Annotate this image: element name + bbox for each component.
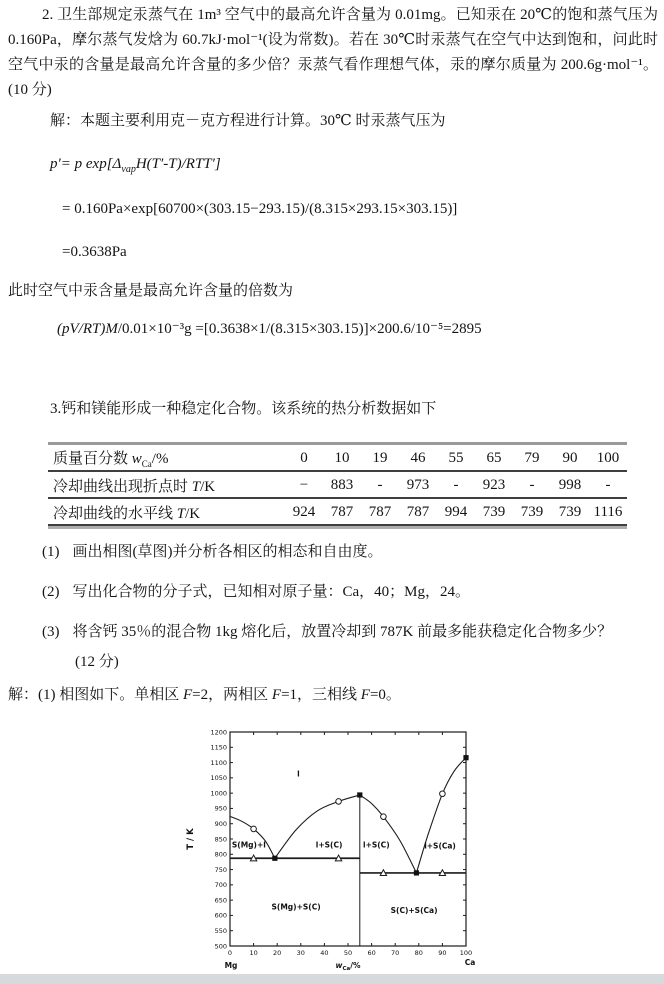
x-tick-label: 50 <box>343 949 353 957</box>
x-tick-label: 30 <box>296 949 305 957</box>
table-cell: 90 <box>551 445 589 472</box>
y-tick-label: 750 <box>214 865 227 874</box>
table-cell: − <box>285 472 323 499</box>
table-cell: 973 <box>399 472 437 499</box>
sol3-m3: =0。 <box>369 687 401 703</box>
question-2-text: 2. 卫生部规定汞蒸气在 1m³ 空气中的最高允许含量为 0.01mg。已知汞在 20℃的饱和蒸气压为 0.160Pa，摩尔蒸气发焓为 60.7kJ·mol⁻¹(设为常数)。若在 30℃时汞蒸气在空气中达到饱和，问此时空气中汞的含量是最高允许含量的多少倍？汞蒸气看作理想气体，汞的摩尔质量为 200.6g·mol⁻¹。(10 分) <box>8 7 658 98</box>
sub-question-3-points: (12 分) <box>75 654 119 670</box>
sol3-m1: =2，两相区 <box>192 687 272 703</box>
item-number: (2) <box>42 584 60 600</box>
y-axis-label: T / K <box>186 828 196 850</box>
table-cell: 46 <box>399 445 437 472</box>
table-cell: 994 <box>437 499 475 526</box>
sol3-pre: 解：(1) 相图如下。单相区 <box>8 687 183 703</box>
formula-ratio-rest: /0.01×10⁻³g =[0.3638×1/(8.315×303.15)]×200.6/10⁻⁵=2895 <box>117 321 482 337</box>
y-tick-label: 1200 <box>210 728 227 737</box>
x-left-label: Mg <box>224 961 238 970</box>
region-label: S(C)+S(Ca) <box>390 906 438 916</box>
table-cell: 79 <box>513 445 551 472</box>
sub-question-1 <box>42 540 383 561</box>
table-row-label: 质量百分数 $w_{Ca}/\%$ <box>48 445 285 472</box>
break-point-marker <box>251 826 257 832</box>
y-tick-label: 1100 <box>210 758 227 767</box>
y-tick-label: 950 <box>214 804 227 813</box>
table-row <box>48 445 627 472</box>
formula-post: H(T′-T)/RTT′] <box>135 156 221 172</box>
bottom-edge-strip <box>0 974 664 984</box>
x-tick-label: 70 <box>391 949 400 957</box>
x-axis-label: $w_{Ca}/\%$ <box>335 961 361 972</box>
table-cell: - <box>437 472 475 499</box>
table-cell: - <box>589 472 627 499</box>
formula-ratio <box>57 317 482 342</box>
item-number: (1) <box>42 544 60 560</box>
sub-question-3 <box>42 620 612 641</box>
y-tick-label: 650 <box>214 896 227 905</box>
formula-result: =0.3638Pa <box>62 244 127 260</box>
phase-diagram-figure <box>182 712 482 974</box>
table-cell: 19 <box>361 445 399 472</box>
y-tick-label: 500 <box>214 942 227 951</box>
thermal-analysis-table-wrap <box>48 442 627 529</box>
x-tick-label: 80 <box>414 949 423 957</box>
table-cell: 787 <box>399 499 437 526</box>
table-cell: 739 <box>475 499 513 526</box>
y-tick-label: 1050 <box>210 774 227 783</box>
x-tick-label: 20 <box>273 949 282 957</box>
invariant-point-marker <box>272 856 277 861</box>
table-cell: - <box>361 472 399 499</box>
y-tick-label: 800 <box>214 850 227 859</box>
formula-subscript: vap <box>121 164 136 175</box>
table-cell: 65 <box>475 445 513 472</box>
break-point-marker <box>381 814 387 820</box>
formula-pre: p′= p exp[Δ <box>50 156 122 172</box>
solution-3-intro <box>8 683 401 708</box>
invariant-point-marker <box>357 792 362 797</box>
sol3-F2: F <box>271 687 282 703</box>
y-tick-label: 900 <box>214 820 227 829</box>
table-cell: 1116 <box>589 499 627 526</box>
formula-clausius-clapeyron <box>50 152 221 182</box>
table-cell: 739 <box>551 499 589 526</box>
phase-diagram-svg <box>182 712 482 974</box>
x-tick-label: 10 <box>249 949 258 957</box>
y-tick-label: 1000 <box>210 789 227 798</box>
thermal-analysis-table <box>48 442 627 529</box>
x-tick-label: 90 <box>438 949 447 957</box>
invariant-point-marker <box>463 755 468 760</box>
ratio-statement: 此时空气中汞含量是最高允许含量的倍数为 <box>8 283 294 299</box>
region-label: l+S(Ca) <box>424 841 456 851</box>
region-label: l <box>297 769 300 779</box>
table-cell: 0 <box>285 445 323 472</box>
sol3-F3: F <box>360 687 370 703</box>
formula-substitution: = 0.160Pa×exp[60700×(303.15−293.15)/(8.315×293.15×303.15)] <box>62 201 458 217</box>
y-tick-label: 700 <box>214 881 227 890</box>
table-cell: 924 <box>285 499 323 526</box>
break-point-marker <box>440 791 446 797</box>
region-label: l+S(C) <box>315 840 343 850</box>
item-text: 画出相图(草图)并分析各相区的相态和自由度。 <box>72 544 383 560</box>
sol3-F1: F <box>183 687 193 703</box>
table-cell: 10 <box>323 445 361 472</box>
item-text: 写出化合物的分子式，已知相对原子量：Ca，40；Mg，24。 <box>72 584 471 600</box>
y-tick-label: 1150 <box>210 743 227 752</box>
region-label: S(Mg)+l <box>231 840 266 850</box>
table-row <box>48 472 627 499</box>
table-cell: 787 <box>361 499 399 526</box>
table-row-label: 冷却曲线出现折点时 T/K <box>48 472 285 499</box>
liquidus-curve <box>230 816 275 858</box>
x-tick-label: 40 <box>320 949 329 957</box>
table-cell: 923 <box>475 472 513 499</box>
x-tick-label: 0 <box>227 949 233 957</box>
y-tick-label: 600 <box>214 911 227 920</box>
table-cell: 739 <box>513 499 551 526</box>
table-cell: - <box>513 472 551 499</box>
region-label: S(Mg)+S(C) <box>271 902 321 912</box>
table-cell: 100 <box>589 445 627 472</box>
question-3-heading: 3.钙和镁能形成一种稳定化合物。该系统的热分析数据如下 <box>50 401 437 417</box>
break-point-marker <box>336 799 342 805</box>
invariant-point-marker <box>414 870 419 875</box>
x-tick-label: 60 <box>367 949 376 957</box>
region-label: l+S(C) <box>363 840 390 850</box>
table-cell: 883 <box>323 472 361 499</box>
x-tick-label: 100 <box>459 949 473 957</box>
item-text: 将含钙 35％的混合物 1kg 熔化后，放置冷却到 787K 前最多能获稳定化合物多少？ <box>72 624 613 640</box>
sol3-m2: =1，三相线 <box>281 687 361 703</box>
table-row <box>48 499 627 526</box>
solution-2-intro: 解：本题主要利用克－克方程进行计算。30℃ 时汞蒸气压为 <box>50 113 446 129</box>
sub-question-2 <box>42 580 470 601</box>
y-tick-label: 550 <box>214 927 227 936</box>
table-row-label: 冷却曲线的水平线 T/K <box>48 499 285 526</box>
x-right-label: Ca <box>464 958 476 967</box>
table-cell: 787 <box>323 499 361 526</box>
liquidus-curve <box>360 795 417 873</box>
liquidus-curve <box>416 758 466 873</box>
table-cell: 998 <box>551 472 589 499</box>
formula-ratio-italic: (pV/RT)M <box>57 321 118 337</box>
y-tick-label: 850 <box>214 835 227 844</box>
table-cell: 55 <box>437 445 475 472</box>
item-number: (3) <box>42 624 60 640</box>
